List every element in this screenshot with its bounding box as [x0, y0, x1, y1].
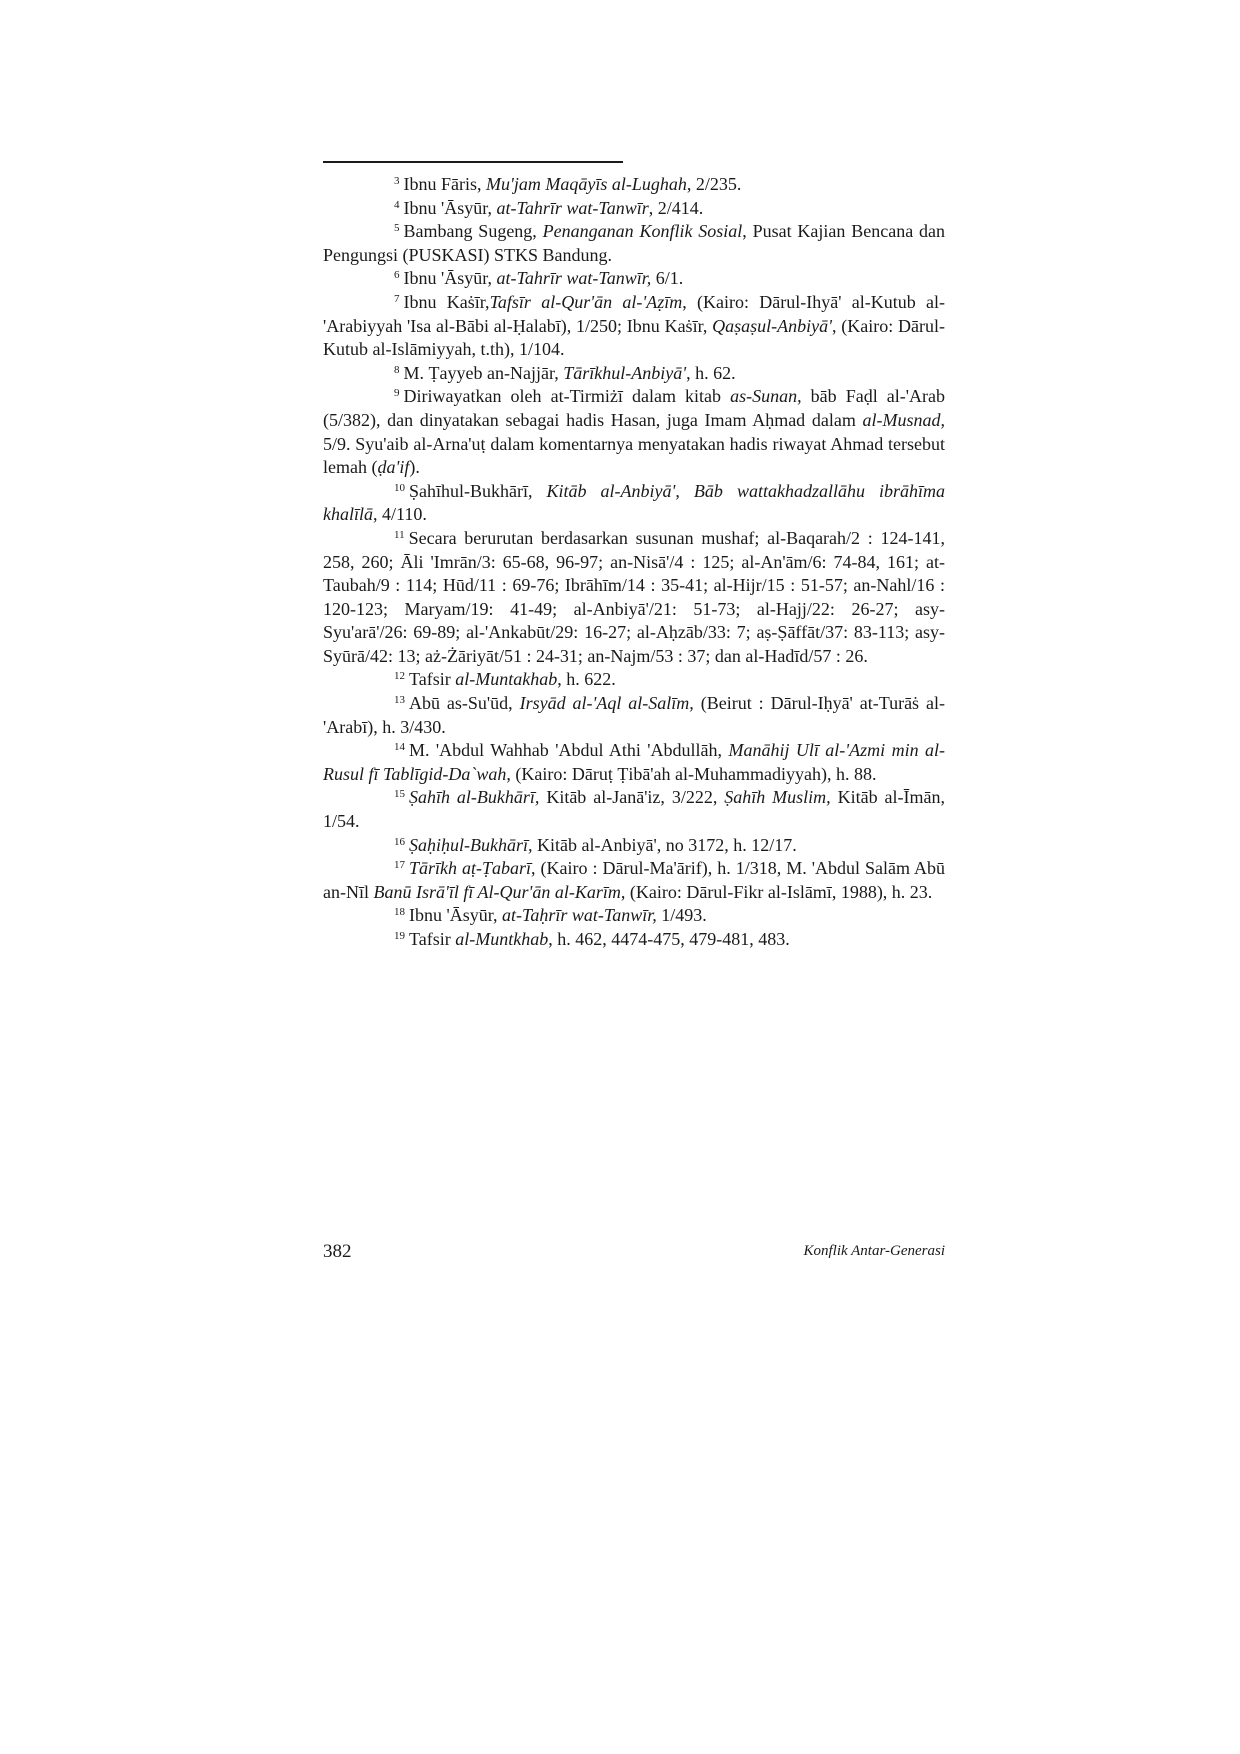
footnote-title-italic: Tārīkhul-Anbiyā' — [563, 362, 687, 383]
footnote-text: , bāb Faḍl al-'Arab (5/382), dan dinyatakan sebagai hadis Hasan, juga Imam Aḥmad dalam — [323, 386, 945, 430]
footnote-number: 18 — [394, 906, 405, 919]
footnote-title-italic: at-Taḥrīr wat-Tanwīr, — [502, 905, 657, 926]
running-title: Konflik Antar-Generasi — [803, 1243, 945, 1259]
footnote-title-italic: Qaṣaṣul-Anbiyā' — [712, 315, 832, 336]
footnote-text: , (Kairo: Dārul-Kutub al-Islāmiyyah, t.th), 1/104. — [323, 315, 945, 360]
footnote-text: Ibnu 'Āsyūr, — [403, 268, 497, 289]
footnote-title-italic: Manāhij Ulī al-'Azmi min al-Rusul fī Tablīgid-Da`wah — [323, 740, 945, 784]
footnote-18 — [323, 904, 945, 928]
footnote-text: Bambang Sugeng, — [403, 221, 543, 242]
footnote-7 — [323, 291, 945, 362]
footnote-number: 3 — [394, 175, 400, 187]
footnote-text: Ibnu Fāris, — [403, 174, 486, 194]
footnote-text: Kitāb al-Īmān, 1/54. — [323, 787, 945, 832]
footnote-text: Diriwayatkan oleh at-Tirmiżī dalam kitab — [403, 386, 731, 407]
footnote-text: , 4/110. — [373, 504, 427, 525]
footnote-text: Ibnu 'Āsyūr, — [403, 197, 497, 218]
footnote-text: Ṣahīhul-Bukhārī, — [409, 480, 547, 501]
footnote-17 — [323, 857, 945, 904]
footnote-title-italic: Ṣahīh al-Bukhārī, — [409, 787, 540, 808]
footnote-text: , h. 622. — [557, 669, 616, 690]
footnote-text: 1/493. — [656, 905, 707, 926]
footnote-number: 19 — [394, 930, 405, 942]
footnote-13 — [323, 692, 945, 739]
footnote-title-italic: at-Tahrīr wat-Tanwīr — [496, 197, 649, 218]
footnote-text: Secara berurutan berdasarkan susunan mushaf; al-Baqarah/2 : 124-141, 258, 260; Āli 'Imrān/3: 65-68, 96-97; an-Nisā'/4 : 125; al-An'ām/6: 74-84, 161; at-Taubah/9 : 114; Hūd/11 : 69-76; Ibrāhīm/14 : 35-41; al-Hijr/15 : 51-57; an-Nahl/16 : 120-123; Maryam/19: 41-49; al-Anbiyā'/21: 51-73; al-Hajj/22: 26-27; asy-Syu'arā'/26: 69-89; al-'Ankabūt/29: 16-27; al-Aḥzāb/33: 7; aṣ-Ṣāffāt/37: 83-113; asy-Syūrā/42: 13; aż-Żāriyāt/51 : 24-31; an-Najm/53 : 37; dan al-Hadīd/57 : 26. — [323, 527, 945, 666]
footnote-5 — [323, 220, 945, 267]
footnote-14 — [323, 739, 945, 786]
footnote-number: 17 — [394, 859, 405, 872]
footnote-number: 7 — [394, 292, 400, 305]
footnote-text: Tafsir — [409, 669, 456, 690]
footnote-text: Kitāb al-Anbiyā', no 3172, h. 12/17. — [532, 834, 797, 855]
footnote-text: M. 'Abdul Wahhab 'Abdul Athi 'Abdullāh, — [409, 740, 729, 761]
footnote-number: 15 — [394, 788, 405, 801]
footnote-number: 9 — [394, 387, 400, 400]
footnote-title-italic: Penanganan Konflik Sosial — [542, 221, 743, 242]
footnote-text: Ibnu Kaṡīr, — [403, 291, 490, 312]
footnote-text: , 2/414. — [648, 197, 704, 218]
page-number: 382 — [323, 1241, 352, 1262]
footnote-text: , (Kairo : Dārul-Ma'ārif), h. 1/318, M. 'Abdul Salām Abū an-Nīl — [323, 858, 945, 902]
footnote-4 — [323, 197, 945, 221]
footnote-16 — [323, 834, 945, 858]
footnote-title-italic: ḍa'if — [377, 457, 410, 478]
footnote-text: M. Ṭayyeb an-Najjār, — [403, 362, 564, 383]
footnote-number: 11 — [394, 528, 405, 541]
footnote-8 — [323, 362, 945, 386]
footnote-text: 6/1. — [651, 268, 684, 289]
footnote-number: 12 — [394, 670, 405, 683]
footnote-number: 14 — [394, 741, 405, 754]
footnote-title-italic: Mu'jam Maqāyīs al-Lughah — [486, 174, 687, 194]
footnote-6 — [323, 267, 945, 291]
footnote-text: ). — [409, 457, 420, 478]
footnote-text: , 2/235. — [686, 174, 742, 194]
footnote-title-italic: al-Muntakhab — [455, 669, 558, 690]
footnote-title-italic: Ṣaḥiḥul-Bukhārī, — [409, 834, 533, 855]
footnote-separator-rule — [323, 161, 623, 163]
footnote-text: , (Kairo: Dārul-Ihyā' al-Kutub al-'Arabiyyah 'Isa al-Bābi al-Ḥalabī), 1/250; Ibnu Kaṡīr, — [323, 291, 945, 336]
footnote-number: 4 — [394, 198, 400, 211]
footnote-number: 10 — [394, 481, 405, 494]
footnote-text: , (Kairo: Dārul-Fikr al-Islāmī, 1988), h. 23. — [620, 881, 933, 902]
footnote-number: 8 — [394, 363, 400, 376]
footnote-10 — [323, 480, 945, 527]
footnote-title-italic: at-Tahrīr wat-Tanwīr, — [496, 268, 652, 289]
footnote-3 — [323, 173, 945, 197]
footnote-title-italic: al-Musnad, — [862, 409, 945, 430]
footnote-text: Tafsir — [409, 929, 456, 949]
footnote-text: , Pusat Kajian Bencana dan Pengungsi (PUSKASI) STKS Bandung. — [323, 221, 945, 265]
footnote-text: , h. 462, 4474-475, 479-481, 483. — [548, 929, 790, 949]
footnote-title-italic: as-Sunan — [730, 386, 798, 407]
footnote-number: 16 — [394, 835, 405, 848]
footnote-number: 5 — [394, 222, 400, 235]
footnote-text: Kitāb al-Janā'iz, 3/222, — [539, 787, 725, 808]
footnote-title-italic: Irsyād al-'Aql al-Salīm, — [519, 693, 694, 714]
page-footer — [323, 1241, 945, 1269]
footnote-title-italic: Banū Isrā'īl fī Al-Qur'ān al-Karīm — [373, 881, 621, 902]
footnote-title-italic: Ṣahīh Muslim, — [724, 787, 831, 808]
footnote-number: 13 — [394, 694, 405, 707]
footnote-title-italic: al-Muntkhab — [455, 929, 549, 949]
footnote-text: , (Kairo: Dāruṭ Ṭibā'ah al-Muhammadiyyah), h. 88. — [506, 763, 877, 784]
footnote-title-italic: Kitāb al-Anbiyā' — [546, 480, 676, 501]
footnote-text: (Beirut : Dārul-Iḥyā' at-Turāṡ al-'Arabī), h. 3/430. — [323, 693, 945, 737]
footnote-text: Ibnu 'Āsyūr, — [409, 905, 503, 926]
footnotes-section — [323, 173, 945, 952]
footnote-title-italic: Bāb wattakhadzallāhu ibrāhīma khalīlā — [323, 480, 945, 525]
footnote-9 — [323, 385, 945, 479]
footnote-text: Abū as-Su'ūd, — [409, 693, 520, 714]
footnote-title-italic: Tārīkh aṭ-Ṭabarī — [409, 858, 532, 879]
footnote-19 — [323, 928, 945, 952]
footnote-number: 6 — [394, 269, 400, 282]
footnote-12 — [323, 668, 945, 692]
footnote-title-italic: Tafsīr al-Qur'ān al-'Aẓīm — [489, 291, 683, 312]
footnote-11 — [323, 527, 945, 669]
footnote-text: , h. 62. — [686, 362, 736, 383]
footnote-15 — [323, 786, 945, 833]
footnote-text: 5/9. Syu'aib al-Arna'uṭ dalam komentarnya menyatakan hadis riwayat Ahmad tersebut lemah ( — [323, 433, 945, 478]
footnote-text: , — [675, 480, 694, 501]
